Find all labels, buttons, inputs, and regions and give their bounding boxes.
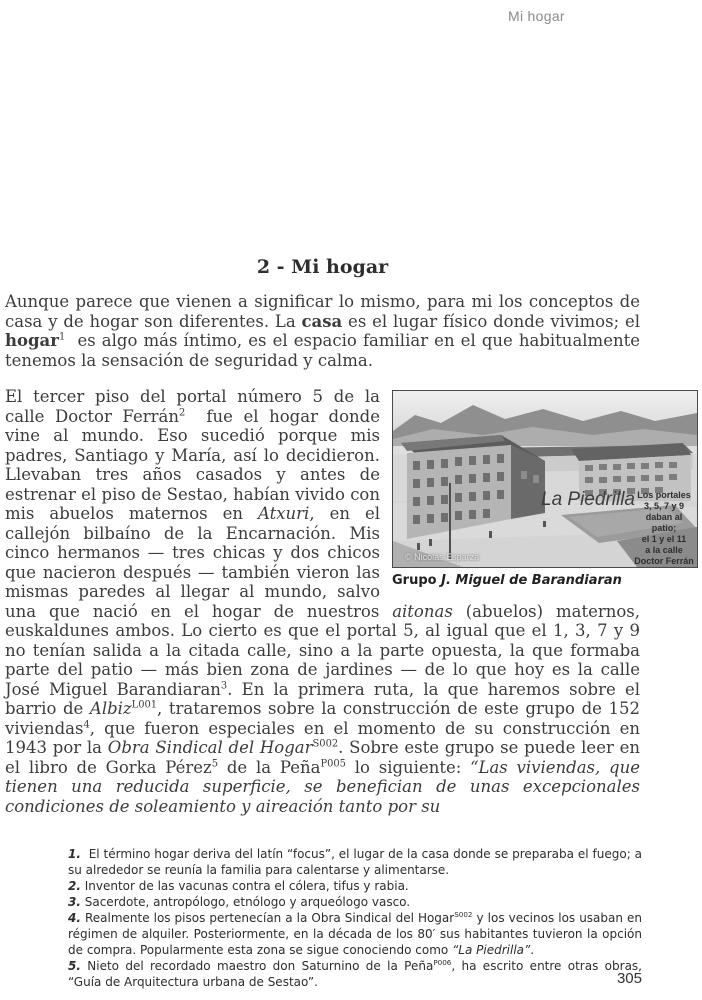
photo-note-line: 3, 5, 7 y 9 xyxy=(643,501,685,511)
footnote-2: 2. Inventor de las vacunas contra el cólera, tifus y rabia. xyxy=(68,879,409,893)
photo-note-line: Doctor Ferrán xyxy=(634,556,694,566)
photo-note-line: Los portales xyxy=(637,490,691,500)
page-number: 305 xyxy=(616,970,642,987)
photo-note-line: a la calle xyxy=(645,545,683,555)
footnote-4: 4. Realmente los pisos pertenecían a la Obra Sindical del Hogar$^{S002}$ y los vecinos los usaban en régimen de alquiler. Posteriormente, en la década de los 80′ sus habitantes tuvieron la opción de compra. Popularmente esta zona se sigue conociendo como “La Piedrilla”. xyxy=(68,910,642,957)
footnote-1: 1. El término hogar deriva del latín “focus”, el lugar de la casa donde se preparaba el fuego; a su alrededor se reunía la familia para calentarse y alimentarse. xyxy=(68,847,642,877)
photo-caption: Grupo J. Miguel de Barandiaran xyxy=(392,573,622,588)
page-title: 2 - Mi hogar xyxy=(256,256,389,278)
footnote-5: 5. Nieto del recordado maestro don Saturnino de la Peña$^{P006}$, ha escrito entre otras obras, “Guía de Arquitectura urbana de Sestao”. xyxy=(68,958,642,989)
photo-note-portales xyxy=(633,490,695,567)
photo-note-line: el 1 y el 11 xyxy=(641,534,687,544)
photo-frame xyxy=(392,390,698,568)
footnote-3: 3. Sacerdote, antropólogo, etnólogo y arqueólogo vasco. xyxy=(68,895,411,909)
paragraph-main: El tercer piso del portal número 5 de la calle Doctor Ferrán$^2$ fue el hogar donde vine al mundo. Eso sucedió porque mis padres, Santiago y María, así lo decidieron. Llevaban tres años casados y antes de estrenar el piso de Sestao, habían vivido con mis abuelos maternos en Atxuri, en el callejón bilbaíno de la Encarnación. Mis cinco hermanos — tres chicas y dos chicos que nacieron después — también vieron las mismas paredes al llegar al mundo, salvo una que nació en el hogar de nuestros aitonas (abuelos) maternos, euskaldunes ambos. Lo cierto es que el portal 5, al igual que el 1, 3, 7 y 9 no tenían salida a la citada calle, sino a la parte opuesta, la que formaba parte del patio — más bien zona de jardines — de lo que hoy es la calle José Miguel Barandiaran$^3$. En la primera ruta, la que haremos sobre el barrio de Albiz$^{L001}$, trataremos sobre la construcción de este grupo de 152 viviendas$^4$, que fueron especiales en el momento de su construcción en 1943 por la Obra Sindical del Hogar$^{S002}$. Sobre este grupo se puede leer en el libro de Gorka Pérez$^5$ de la Peña$^{P005}$ lo siguiente: “Las viviendas, que tienen una reducida superficie, se benefician de unas excepcionales condiciones de soleamiento y aireación tanto por su xyxy=(5,387,640,816)
photo-figure xyxy=(392,390,698,588)
photo-credit: © Nicolás Esparza xyxy=(405,552,480,562)
photo-label-la-piedrilla: La Piedrilla xyxy=(541,489,635,510)
footnotes-block xyxy=(68,846,642,990)
paragraph-with-photo xyxy=(5,387,694,816)
running-header: Mi hogar xyxy=(508,8,565,24)
paragraph-intro: Aunque parece que vienen a significar lo mismo, para mi los conceptos de casa y de hogar son diferentes. La casa es el lugar físico donde vivimos; el hogar$^1$ es algo más íntimo, es el espacio familiar en el que habitualmente tenemos la sensación de seguridad y calma. xyxy=(5,292,641,370)
photo-note-line: daban al patio; xyxy=(645,512,683,533)
